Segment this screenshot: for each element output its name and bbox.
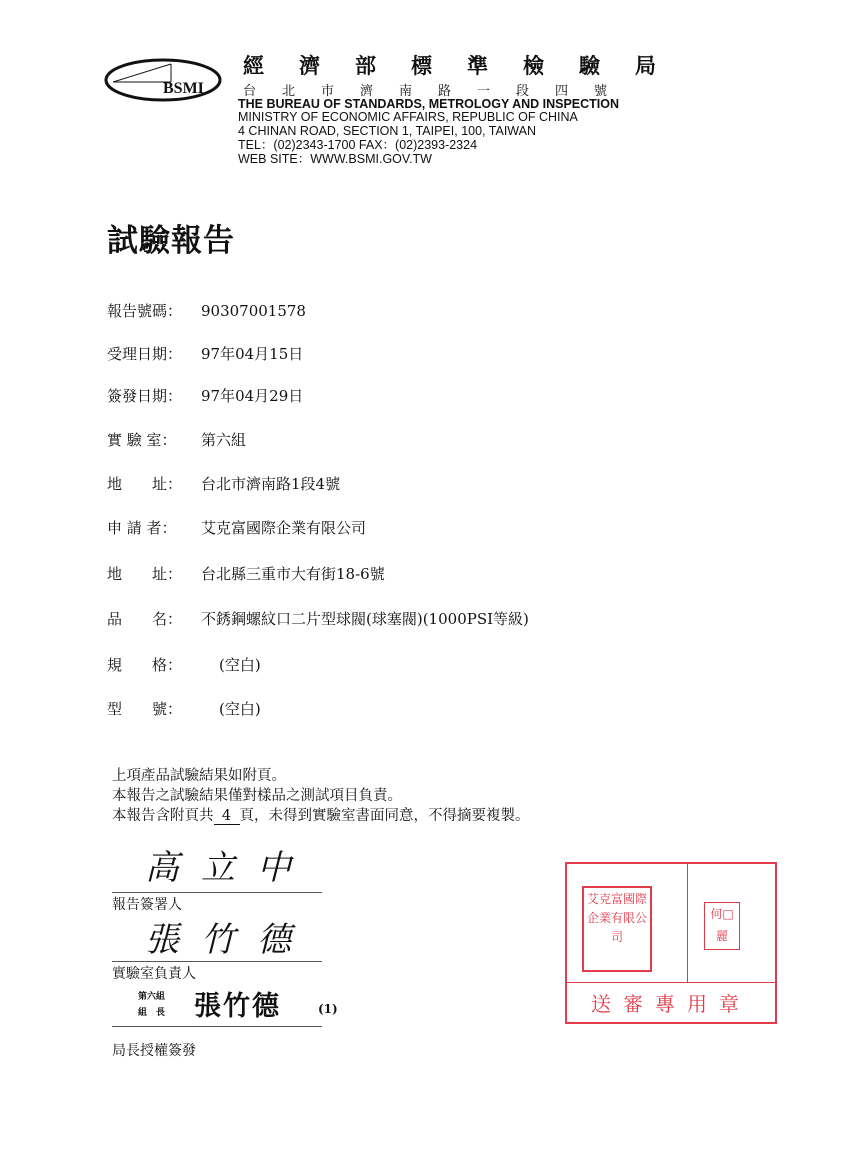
note-pages bbox=[112, 804, 530, 825]
note-results: 上項產品試驗結果如附頁。 bbox=[112, 768, 286, 784]
chop-suffix: (1) bbox=[318, 1002, 338, 1016]
chop-name: 張竹德 bbox=[194, 991, 281, 1022]
field-value: 不銹鋼螺紋口二片型球閥(球塞閥)(1000PSI等級) bbox=[201, 610, 529, 628]
signature-line bbox=[112, 892, 322, 893]
field-value: 台北縣三重市大有街18-6號 bbox=[201, 565, 385, 583]
ministry-name: MINISTRY OF ECONOMIC AFFAIRS, REPUBLIC OF CHINA bbox=[238, 110, 578, 124]
field-product-name bbox=[107, 608, 529, 629]
personal-seal: 何□麗 bbox=[704, 902, 740, 950]
field-received-date bbox=[107, 343, 303, 364]
field-applicant-address bbox=[107, 563, 385, 584]
field-label: 報告號碼： bbox=[107, 302, 183, 320]
field-label: 規 格： bbox=[107, 656, 183, 674]
field-model bbox=[107, 698, 261, 719]
chop-title: 組 長 bbox=[138, 1008, 166, 1018]
chop-group: 第六組 bbox=[138, 992, 166, 1002]
stamp-divider bbox=[687, 864, 688, 982]
report-title: 試驗報告 bbox=[107, 223, 235, 259]
field-value: 97年04月15日 bbox=[201, 345, 304, 363]
field-label: 實 驗 室： bbox=[107, 431, 177, 449]
signature-report-signer: 高立中 bbox=[145, 848, 313, 888]
website: WEB SITE：WWW.BSMI.GOV.TW bbox=[238, 152, 432, 166]
submission-stamp bbox=[565, 862, 777, 1024]
note-pages-post: 頁，未得到實驗室書面同意，不得摘要複製。 bbox=[239, 808, 530, 824]
field-value: 台北市濟南路1段4號 bbox=[201, 475, 341, 493]
field-value: 90307001578 bbox=[201, 302, 306, 320]
field-value: 97年04月29日 bbox=[201, 387, 304, 405]
field-value: (空白) bbox=[219, 656, 261, 674]
signature-line bbox=[112, 961, 322, 962]
stamp-divider bbox=[567, 982, 775, 983]
stamp-label: 送審專用章 bbox=[591, 992, 751, 1016]
field-value: (空白) bbox=[219, 700, 261, 718]
field-label: 品 名： bbox=[107, 610, 183, 628]
field-label: 申 請 者： bbox=[107, 519, 177, 537]
field-label: 型 號： bbox=[107, 700, 183, 718]
caption-authorized: 局長授權簽發 bbox=[112, 1043, 196, 1059]
bureau-name-zh: 經濟部標準檢驗局 bbox=[243, 54, 691, 78]
field-value: 第六組 bbox=[201, 431, 247, 449]
page-count: 4 bbox=[214, 808, 240, 825]
caption-report-signer: 報告簽署人 bbox=[112, 897, 182, 913]
field-label: 地 址： bbox=[107, 475, 183, 493]
bureau-address-zh: 台北市濟南路一段四號 bbox=[243, 84, 634, 99]
note-liability: 本報告之試驗結果僅對樣品之測試項目負責。 bbox=[112, 788, 402, 804]
field-applicant bbox=[107, 517, 366, 538]
logo-text: BSMI bbox=[163, 80, 204, 97]
field-label: 簽發日期： bbox=[107, 387, 183, 405]
bureau-address-en: 4 CHINAN ROAD, SECTION 1, TAIPEI, 100, TAIWAN bbox=[238, 124, 536, 138]
field-lab-address bbox=[107, 473, 340, 494]
chop-title-block bbox=[138, 989, 165, 1021]
signature-line bbox=[112, 1026, 322, 1027]
field-label: 地 址： bbox=[107, 565, 183, 583]
field-laboratory bbox=[107, 429, 246, 450]
field-value: 艾克富國際企業有限公司 bbox=[201, 519, 367, 537]
tel-fax: TEL：(02)2343-1700 FAX：(02)2393-2324 bbox=[238, 138, 478, 152]
signature-lab-head: 張竹德 bbox=[145, 920, 313, 960]
field-report-number bbox=[107, 300, 306, 321]
note-pages-pre: 本報告含附頁共 bbox=[112, 808, 214, 824]
company-seal: 艾克富國際企業有限公司 bbox=[582, 886, 652, 972]
bureau-name-en: THE BUREAU OF STANDARDS, METROLOGY AND INSPECTION bbox=[238, 97, 620, 111]
field-specification bbox=[107, 654, 261, 675]
field-label: 受理日期： bbox=[107, 345, 183, 363]
field-issue-date bbox=[107, 385, 303, 406]
caption-lab-head: 實驗室負責人 bbox=[112, 966, 196, 982]
